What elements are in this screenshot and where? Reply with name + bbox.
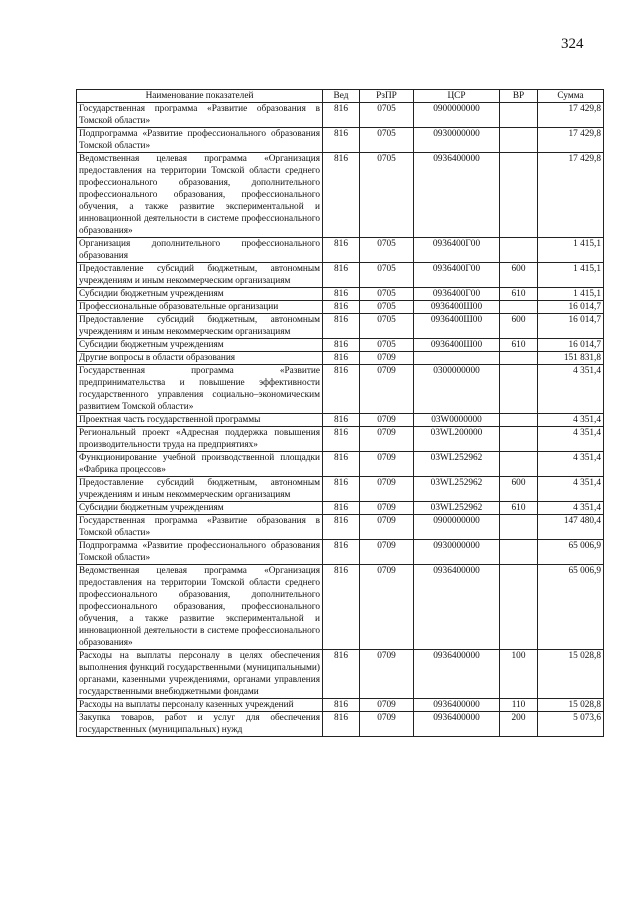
cell-csr: 0900000000 [414,515,500,540]
cell-name: Расходы на выплаты персоналу казенных учреждений [77,699,323,712]
cell-rzpr: 0705 [360,339,414,352]
cell-rzpr: 0705 [360,128,414,153]
cell-rzpr: 0705 [360,288,414,301]
cell-vr: 600 [500,477,538,502]
table-row [77,352,604,365]
cell-ved: 816 [323,288,360,301]
cell-vr: 600 [500,314,538,339]
cell-sum: 17 429,8 [538,153,604,238]
cell-sum: 1 415,1 [538,263,604,288]
cell-sum: 151 831,8 [538,352,604,365]
cell-ved: 816 [323,502,360,515]
cell-sum: 4 351,4 [538,427,604,452]
cell-rzpr: 0709 [360,540,414,565]
cell-rzpr: 0705 [360,153,414,238]
cell-csr: 0936400000 [414,712,500,737]
table-row [77,288,604,301]
table-row [77,301,604,314]
cell-csr: 0936400Г00 [414,288,500,301]
cell-vr [500,565,538,650]
cell-ved: 816 [323,712,360,737]
cell-ved: 816 [323,103,360,128]
cell-sum: 4 351,4 [538,452,604,477]
cell-rzpr: 0709 [360,427,414,452]
cell-vr: 610 [500,339,538,352]
cell-sum: 15 028,8 [538,699,604,712]
cell-rzpr: 0709 [360,452,414,477]
cell-sum: 147 480,4 [538,515,604,540]
cell-vr [500,153,538,238]
header-name: Наименование показателей [77,90,323,103]
page-number: 324 [561,36,584,52]
header-ved: Вед [323,90,360,103]
cell-name: Предоставление субсидий бюджетным, автономным учреждениям и иным некоммерческим организациям [77,314,323,339]
cell-rzpr: 0709 [360,502,414,515]
cell-ved: 816 [323,452,360,477]
cell-sum: 1 415,1 [538,288,604,301]
cell-sum: 4 351,4 [538,477,604,502]
cell-ved: 816 [323,699,360,712]
cell-ved: 816 [323,414,360,427]
cell-csr: 0936400000 [414,650,500,699]
cell-rzpr: 0705 [360,314,414,339]
cell-name: Другие вопросы в области образования [77,352,323,365]
cell-name: Предоставление субсидий бюджетным, автономным учреждениям и иным некоммерческим организациям [77,477,323,502]
cell-csr: 03WL252962 [414,477,500,502]
cell-sum: 16 014,7 [538,301,604,314]
cell-ved: 816 [323,352,360,365]
cell-ved: 816 [323,128,360,153]
cell-csr: 0936400000 [414,565,500,650]
cell-ved: 816 [323,477,360,502]
cell-rzpr: 0709 [360,650,414,699]
cell-sum: 16 014,7 [538,339,604,352]
table-row [77,452,604,477]
cell-ved: 816 [323,153,360,238]
cell-vr [500,515,538,540]
table-row [77,365,604,414]
cell-vr: 600 [500,263,538,288]
cell-ved: 816 [323,650,360,699]
cell-csr: 0936400Г00 [414,238,500,263]
cell-name: Региональный проект «Адресная поддержка повышения производительности труда на предприятиях» [77,427,323,452]
table-row [77,263,604,288]
cell-vr [500,427,538,452]
header-vr: ВР [500,90,538,103]
cell-rzpr: 0705 [360,238,414,263]
cell-csr: 0930000000 [414,540,500,565]
cell-ved: 816 [323,301,360,314]
table-row [77,502,604,515]
cell-ved: 816 [323,238,360,263]
cell-name: Функционирование учебной производственной площадки «Фабрика процессов» [77,452,323,477]
cell-sum: 4 351,4 [538,414,604,427]
cell-csr: 03WL200000 [414,427,500,452]
cell-sum: 17 429,8 [538,103,604,128]
cell-rzpr: 0705 [360,263,414,288]
cell-rzpr: 0709 [360,352,414,365]
table-row [77,427,604,452]
cell-rzpr: 0709 [360,712,414,737]
table-row [77,339,604,352]
table-header-row [77,90,604,103]
cell-rzpr: 0709 [360,477,414,502]
cell-sum: 15 028,8 [538,650,604,699]
cell-vr: 610 [500,288,538,301]
table-row [77,477,604,502]
cell-rzpr: 0705 [360,103,414,128]
table-row [77,414,604,427]
header-rzpr: РзПР [360,90,414,103]
cell-rzpr: 0709 [360,565,414,650]
cell-vr [500,103,538,128]
cell-name: Субсидии бюджетным учреждениям [77,502,323,515]
cell-csr: 03WL252962 [414,452,500,477]
cell-sum: 1 415,1 [538,238,604,263]
cell-name: Подпрограмма «Развитие профессионального образования Томской области» [77,128,323,153]
cell-csr: 0936400Ш00 [414,314,500,339]
cell-vr [500,238,538,263]
cell-name: Профессиональные образовательные организации [77,301,323,314]
cell-csr: 0936400Ш00 [414,301,500,314]
cell-name: Государственная программа «Развитие образования в Томской области» [77,103,323,128]
cell-ved: 816 [323,565,360,650]
header-csr: ЦСР [414,90,500,103]
cell-ved: 816 [323,339,360,352]
cell-ved: 816 [323,540,360,565]
table-row [77,540,604,565]
table-row [77,699,604,712]
cell-vr [500,540,538,565]
table-row [77,515,604,540]
cell-csr: 03WL252962 [414,502,500,515]
cell-rzpr: 0705 [360,301,414,314]
table-row [77,153,604,238]
cell-name: Подпрограмма «Развитие профессионального образования Томской области» [77,540,323,565]
table-row [77,650,604,699]
cell-csr [414,352,500,365]
cell-csr: 0936400Г00 [414,263,500,288]
table-row [77,103,604,128]
cell-csr: 0936400Ш00 [414,339,500,352]
cell-sum: 5 073,6 [538,712,604,737]
cell-rzpr: 0709 [360,699,414,712]
cell-sum: 17 429,8 [538,128,604,153]
cell-vr [500,452,538,477]
cell-name: Организация дополнительного профессионального образования [77,238,323,263]
cell-csr: 0300000000 [414,365,500,414]
table-row [77,238,604,263]
cell-vr: 200 [500,712,538,737]
cell-name: Субсидии бюджетным учреждениям [77,339,323,352]
cell-vr: 610 [500,502,538,515]
cell-ved: 816 [323,314,360,339]
cell-name: Проектная часть государственной программы [77,414,323,427]
cell-name: Предоставление субсидий бюджетным, автономным учреждениям и иным некоммерческим организациям [77,263,323,288]
cell-vr [500,301,538,314]
cell-rzpr: 0709 [360,515,414,540]
cell-sum: 65 006,9 [538,565,604,650]
cell-sum: 4 351,4 [538,365,604,414]
table-row [77,314,604,339]
cell-sum: 4 351,4 [538,502,604,515]
cell-name: Субсидии бюджетным учреждениям [77,288,323,301]
cell-vr [500,365,538,414]
cell-name: Ведомственная целевая программа «Организация предоставления на территории Томской области среднего профессионального образования, дополнительного профессионального образования, профессионального обучения, а также развитие экспериментальной и инновационной деятельности в системе профессионального образования» [77,565,323,650]
cell-name: Государственная программа «Развитие образования в Томской области» [77,515,323,540]
budget-table [76,89,604,737]
cell-vr: 110 [500,699,538,712]
cell-csr: 0936400000 [414,699,500,712]
cell-name: Закупка товаров, работ и услуг для обеспечения государственных (муниципальных) нужд [77,712,323,737]
cell-rzpr: 0709 [360,414,414,427]
cell-vr [500,128,538,153]
header-sum: Сумма [538,90,604,103]
cell-vr [500,414,538,427]
cell-ved: 816 [323,263,360,288]
cell-vr: 100 [500,650,538,699]
cell-name: Государственная программа «Развитие предпринимательства и повышение эффективности государственного управления социально–экономическим развитием Томской области» [77,365,323,414]
table-row [77,128,604,153]
cell-csr: 0936400000 [414,153,500,238]
cell-ved: 816 [323,427,360,452]
cell-name: Ведомственная целевая программа «Организация предоставления на территории Томской области среднего профессионального образования, дополнительного профессионального образования, профессионального обучения, а также развитие экспериментальной и инновационной деятельности в системе профессионального образования» [77,153,323,238]
cell-name: Расходы на выплаты персоналу в целях обеспечения выполнения функций государственными (муниципальными) органами, казенными учреждениями, органами управления государственными внебюджетными фондами [77,650,323,699]
cell-ved: 816 [323,365,360,414]
cell-rzpr: 0709 [360,365,414,414]
cell-sum: 16 014,7 [538,314,604,339]
cell-sum: 65 006,9 [538,540,604,565]
cell-csr: 0900000000 [414,103,500,128]
cell-csr: 03W0000000 [414,414,500,427]
table-row [77,565,604,650]
cell-csr: 0930000000 [414,128,500,153]
cell-vr [500,352,538,365]
cell-ved: 816 [323,515,360,540]
table-row [77,712,604,737]
